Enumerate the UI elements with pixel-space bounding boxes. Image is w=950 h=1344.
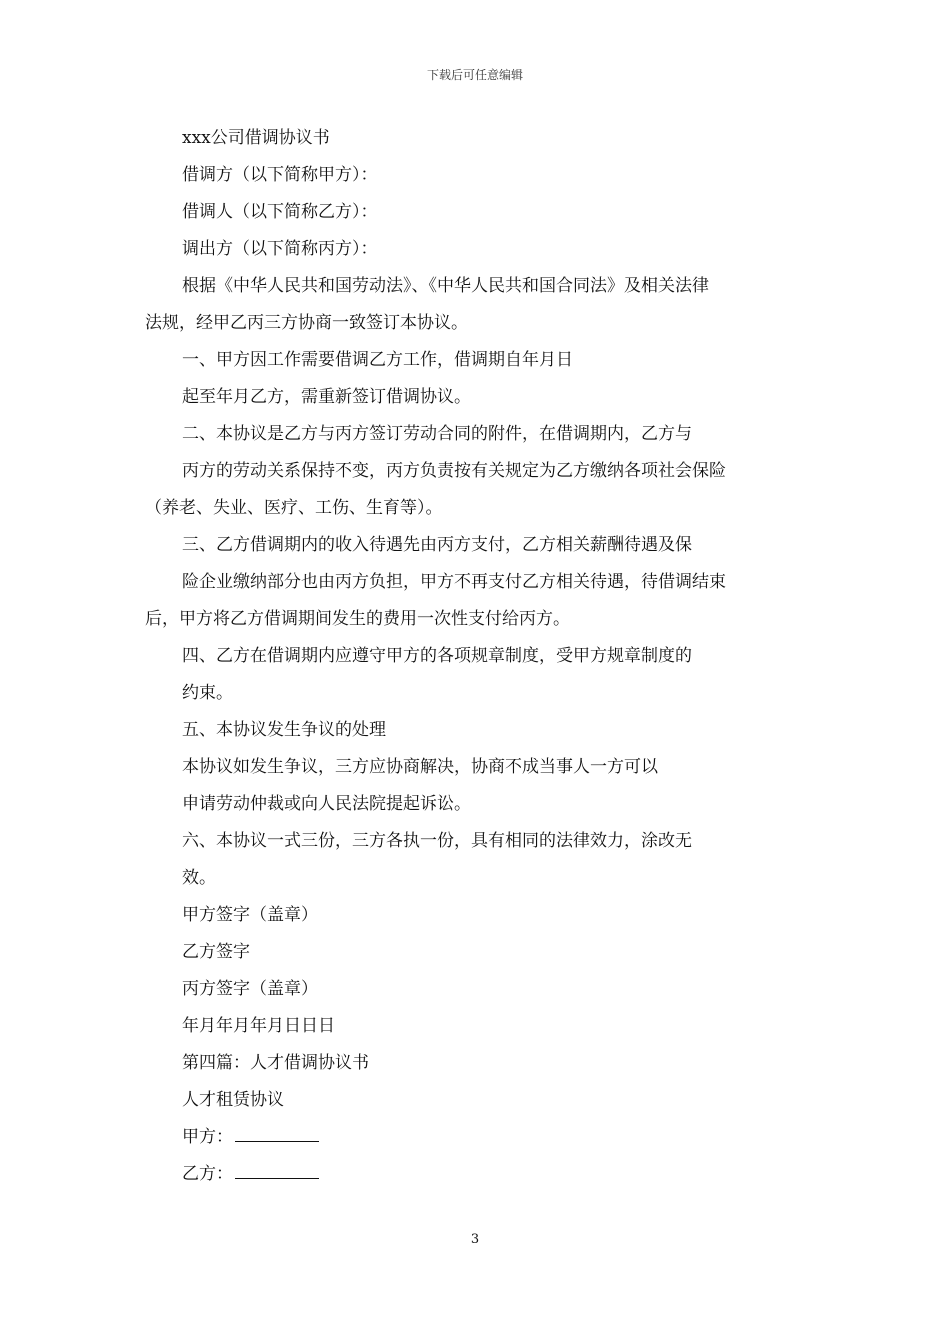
- party-a-line: [145, 1119, 810, 1156]
- text-line: 人才租赁协议: [182, 1090, 284, 1110]
- text-line: 甲方签字（盖章）: [182, 905, 318, 925]
- text-line: 调出方（以下简称丙方）：: [182, 239, 378, 259]
- text-line: 借调方（以下简称甲方）：: [182, 165, 378, 185]
- text-line: （养老、失业、医疗、工伤、生育等）。: [145, 498, 443, 518]
- text-line: 第四篇：人才借调协议书: [182, 1053, 369, 1073]
- party-b-blank: [235, 1166, 319, 1179]
- text-line: 险企业缴纳部分也由丙方负担，甲方不再支付乙方相关待遇，待借调结束: [182, 572, 726, 592]
- party-b-line: [145, 1156, 810, 1193]
- text-line: xxx公司借调协议书: [182, 128, 330, 148]
- text-line: 借调人（以下简称乙方）：: [182, 202, 378, 222]
- party-b-label: 乙方：: [182, 1164, 233, 1184]
- text-line: 申请劳动仲裁或向人民法院提起诉讼。: [182, 794, 471, 814]
- party-a-label: 甲方：: [182, 1127, 233, 1147]
- text-line: 年月年月年月日日日: [182, 1016, 335, 1036]
- text-line: 一、甲方因工作需要借调乙方工作，借调期自年月日: [182, 350, 573, 370]
- text-line: 三、乙方借调期内的收入待遇先由丙方支付，乙方相关薪酬待遇及保: [182, 535, 692, 555]
- text-line: 后，甲方将乙方借调期间发生的费用一次性支付给丙方。: [145, 609, 570, 629]
- text-line: 约束。: [182, 683, 233, 703]
- text-line: 丙方签字（盖章）: [182, 979, 318, 999]
- page-header: 下载后可任意编辑: [426, 68, 523, 82]
- text-line: 二、本协议是乙方与丙方签订劳动合同的附件，在借调期内，乙方与: [182, 424, 692, 444]
- text-line: 根据《中华人民共和国劳动法》、《中华人民共和国合同法》及相关法律: [182, 276, 709, 296]
- party-a-blank: [235, 1129, 319, 1142]
- text-line: 四、乙方在借调期内应遵守甲方的各项规章制度，受甲方规章制度的: [182, 646, 692, 666]
- text-line: 法规，经甲乙丙三方协商一致签订本协议。: [145, 313, 468, 333]
- text-line: 五、本协议发生争议的处理: [182, 720, 386, 740]
- text-line: 本协议如发生争议，三方应协商解决，协商不成当事人一方可以: [182, 757, 658, 777]
- page-number: 3: [470, 1232, 480, 1247]
- text-line: 丙方的劳动关系保持不变，丙方负责按有关规定为乙方缴纳各项社会保险: [182, 461, 726, 481]
- document-body: [145, 120, 810, 1193]
- text-line: 乙方签字: [182, 942, 250, 962]
- text-line: 效。: [182, 868, 216, 888]
- paragraph-lines: [145, 120, 810, 1119]
- text-line: 六、本协议一式三份，三方各执一份，具有相同的法律效力，涂改无: [182, 831, 692, 851]
- text-line: 起至年月乙方，需重新签订借调协议。: [182, 387, 471, 407]
